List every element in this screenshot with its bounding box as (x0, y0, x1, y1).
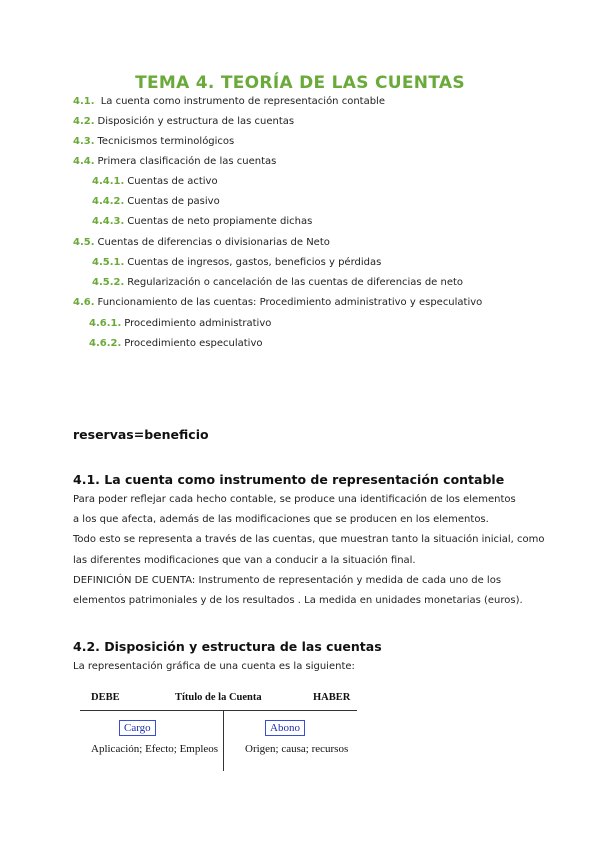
page-title: TEMA 4. TEORÍA DE LAS CUENTAS (135, 73, 465, 93)
toc-number: 4.1. (73, 96, 95, 107)
section-heading: 4.2. Disposición y estructura de las cuentas (73, 639, 382, 654)
toc-number: 4.5.1. (92, 257, 125, 268)
toc-item[interactable] (73, 237, 330, 248)
toc-item[interactable] (73, 136, 234, 147)
toc-label: Procedimiento administrativo (124, 318, 272, 329)
toc-number: 4.4.2. (92, 196, 125, 207)
toc-label: Tecnicismos terminológicos (97, 136, 235, 147)
toc-label: Disposición y estructura de las cuentas (97, 116, 295, 127)
toc-label: La cuenta como instrumento de representación contable (97, 96, 385, 107)
toc-label: Cuentas de activo (127, 176, 218, 187)
paragraph-line: Todo esto se representa a través de las cuentas, que muestran tanto la situación inicial, como (73, 534, 545, 545)
toc-label: Cuentas de diferencias o divisionarias de Neto (97, 237, 330, 248)
debit-description: Aplicación; Efecto; Empleos (91, 743, 219, 755)
toc-label: Cuentas de neto propiamente dichas (127, 216, 313, 227)
paragraph-line: Para poder reflejar cada hecho contable, se produce una identificación de los elementos (73, 494, 516, 505)
toc-label: Regularización o cancelación de las cuentas de diferencias de neto (127, 277, 464, 288)
haber-label: HABER (313, 692, 351, 703)
section-heading: 4.1. La cuenta como instrumento de representación contable (73, 472, 505, 487)
toc-subitem[interactable] (92, 257, 381, 268)
toc-label: Primera clasificación de las cuentas (97, 156, 277, 167)
toc-number: 4.6.1. (89, 318, 122, 329)
credit-description: Origen; causa; recursos (245, 743, 349, 755)
toc-subitem[interactable] (89, 338, 263, 349)
toc-number: 4.5. (73, 237, 95, 248)
toc-subitem[interactable] (92, 216, 312, 227)
t-account-horizontal-line (80, 710, 357, 711)
toc-number: 4.5.2. (92, 277, 125, 288)
toc-label: Cuentas de ingresos, gastos, beneficios y pérdidas (127, 257, 382, 268)
toc-subitem[interactable] (92, 176, 218, 187)
toc-subitem[interactable] (92, 277, 463, 288)
toc-number: 4.6. (73, 297, 95, 308)
t-account-vertical-line (223, 711, 224, 771)
toc-number: 4.4. (73, 156, 95, 167)
toc-label: Cuentas de pasivo (127, 196, 220, 207)
toc-item[interactable] (73, 116, 294, 127)
toc-item[interactable] (73, 156, 276, 167)
account-title: Título de la Cuenta (175, 692, 262, 703)
toc-label: Procedimiento especulativo (124, 338, 263, 349)
toc-number: 4.6.2. (89, 338, 122, 349)
debe-label: DEBE (91, 692, 120, 703)
toc-number: 4.3. (73, 136, 95, 147)
toc-number: 4.2. (73, 116, 95, 127)
abono-box: Abono (265, 720, 305, 736)
paragraph-line: a los que afecta, además de las modificaciones que se producen en los elementos. (73, 514, 489, 525)
paragraph-line: elementos patrimoniales y de los resultados . La medida en unidades monetarias (euros). (73, 595, 523, 606)
toc-subitem[interactable] (92, 196, 220, 207)
toc-item[interactable] (73, 96, 385, 107)
toc-label: Funcionamiento de las cuentas: Procedimiento administrativo y especulativo (97, 297, 483, 308)
paragraph-line: La representación gráfica de una cuenta es la siguiente: (73, 661, 355, 672)
toc-number: 4.4.1. (92, 176, 125, 187)
toc-number: 4.4.3. (92, 216, 125, 227)
paragraph-line: las diferentes modificaciones que van a conducir a la situación final. (73, 555, 416, 566)
paragraph-line: DEFINICIÓN DE CUENTA: Instrumento de representación y medida de cada uno de los (73, 575, 502, 586)
cargo-box: Cargo (119, 720, 156, 736)
note-text: reservas=beneficio (73, 427, 209, 442)
toc-item[interactable] (73, 297, 482, 308)
toc-subitem[interactable] (89, 318, 271, 329)
